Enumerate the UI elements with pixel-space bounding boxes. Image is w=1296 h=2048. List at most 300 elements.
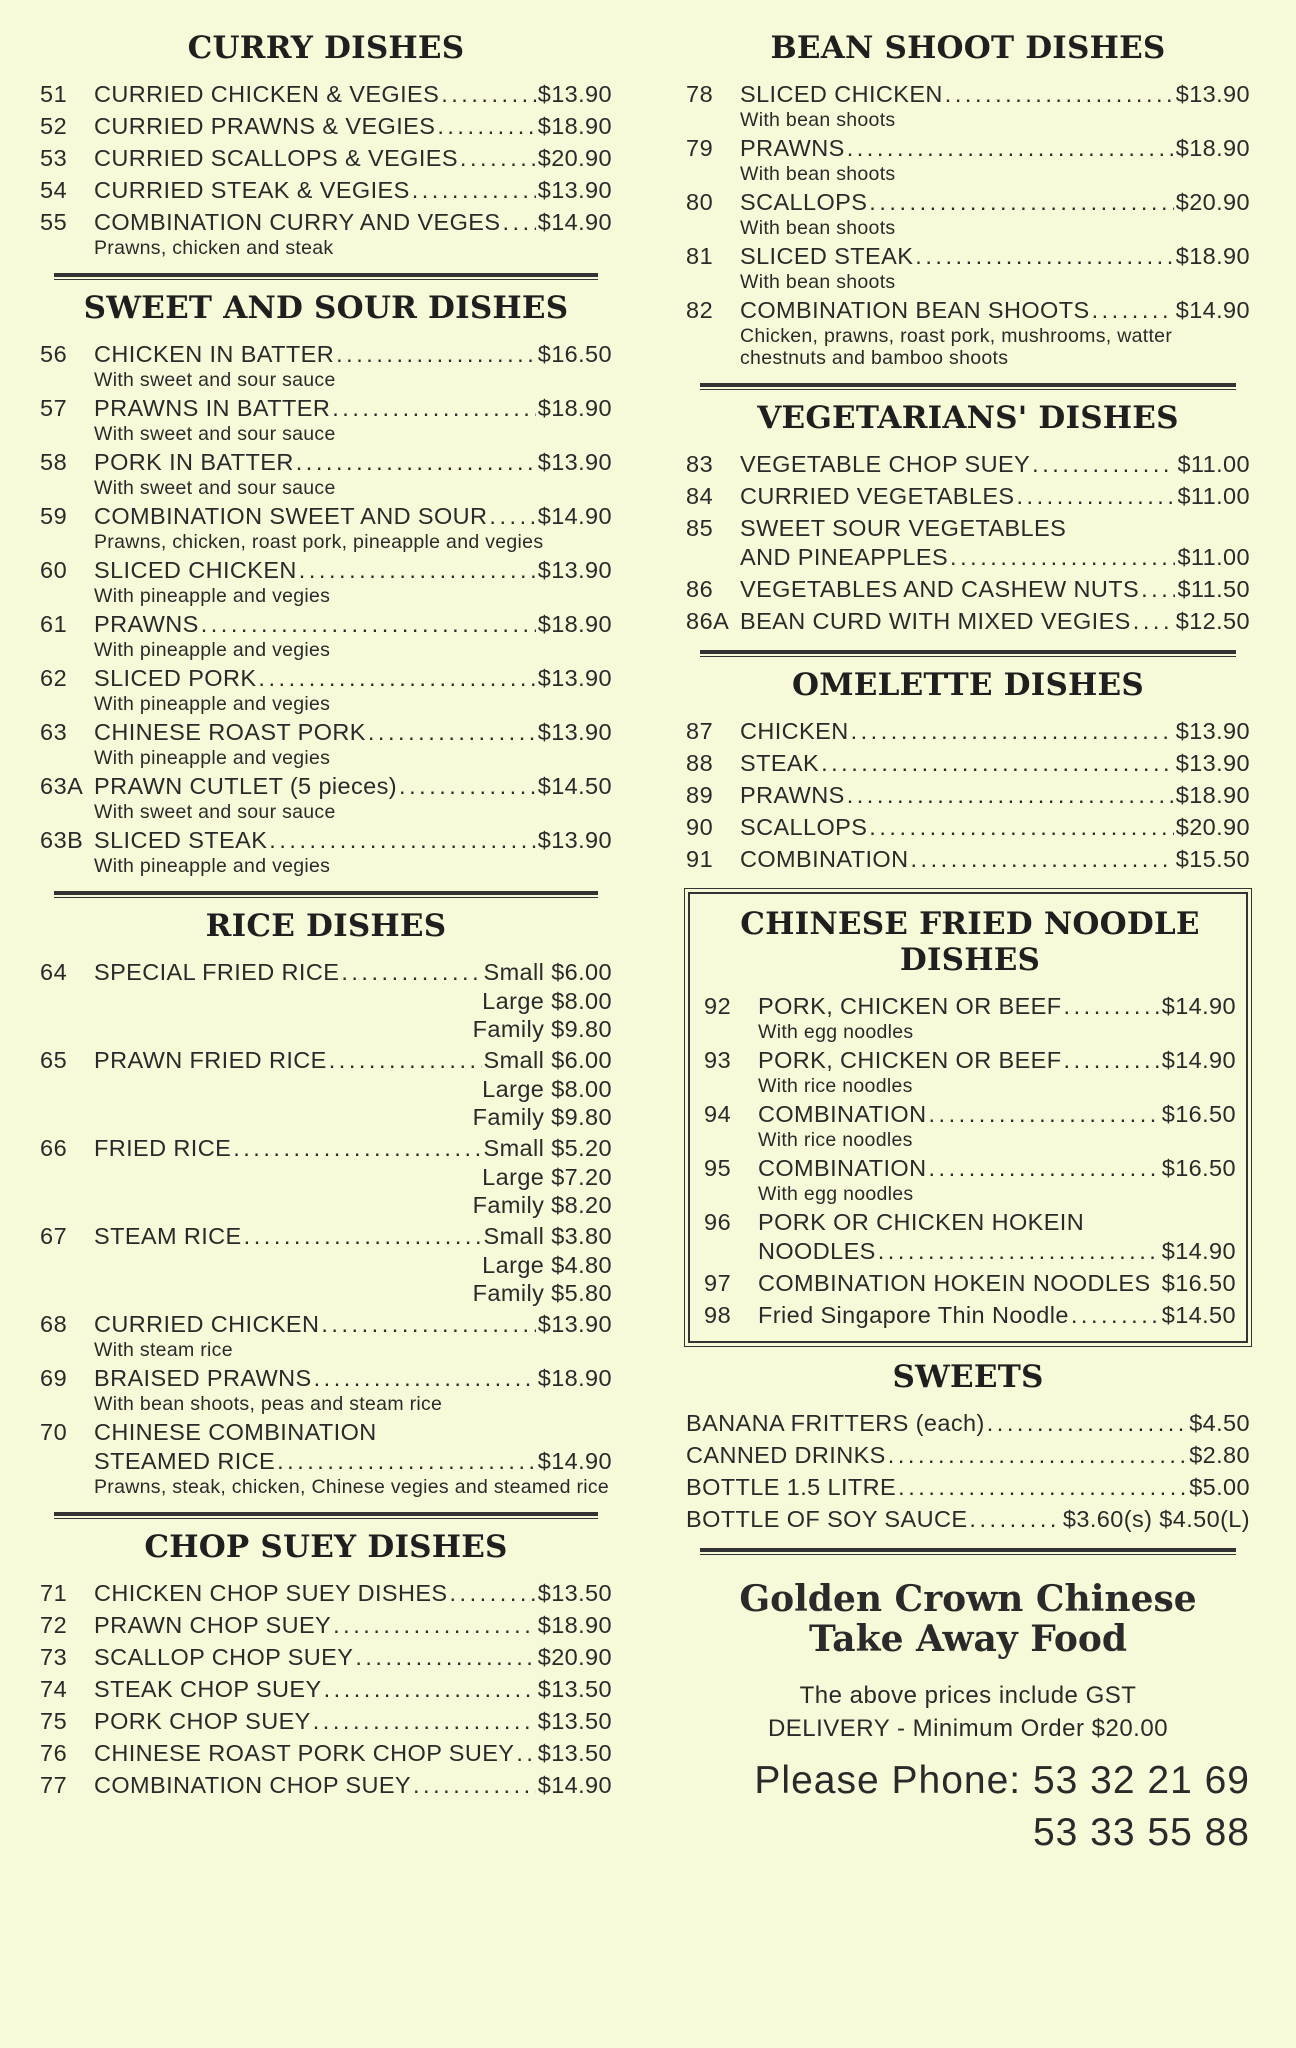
item-price: $18.90: [537, 1612, 612, 1638]
menu-item: [686, 717, 1250, 746]
divider: [700, 1548, 1236, 1555]
leader-dots: [878, 1237, 1160, 1266]
delivery-note: DELIVERY - Minimum Order $20.00: [767, 1715, 1169, 1742]
item-number: 66: [40, 1135, 68, 1161]
item-row: [40, 1222, 612, 1251]
leader-dots: [1032, 450, 1175, 479]
item-description: With sweet and sour sauce: [94, 801, 336, 823]
item-price: $18.90: [537, 611, 612, 637]
item-price: $18.90: [1175, 243, 1250, 269]
leader-dots: [847, 134, 1174, 163]
item-row: [40, 1643, 612, 1672]
item-number: 76: [40, 1740, 68, 1766]
leader-dots: [296, 448, 536, 477]
item-row: [704, 1154, 1236, 1183]
menu-section: [40, 30, 612, 259]
section-title: BEAN SHOOT DISHES: [770, 30, 1166, 66]
menu-section: [686, 30, 1250, 369]
menu-item: [40, 1364, 612, 1415]
item-name: CANNED DRINKS: [686, 1442, 886, 1468]
leader-dots: [945, 80, 1174, 109]
menu-item: [40, 80, 612, 109]
item-row: [686, 749, 1250, 778]
leader-dots: [869, 813, 1173, 842]
item-number: 60: [40, 557, 68, 583]
menu-item: [686, 1473, 1250, 1502]
menu-item: [686, 1441, 1250, 1470]
item-name: CURRIED PRAWNS & VEGIES: [94, 113, 436, 139]
item-number: 88: [686, 750, 714, 776]
item-number: 81: [686, 243, 714, 269]
leader-dots: [332, 394, 536, 423]
menu-item: [40, 144, 612, 173]
item-price: $13.90: [537, 449, 612, 475]
item-row-continued: [758, 1237, 1236, 1266]
phone-line-2: [686, 1807, 1250, 1859]
menu-item: [686, 1505, 1250, 1534]
item-name: COMBINATION SWEET AND SOUR: [94, 503, 488, 529]
item-name: CURRIED VEGETABLES: [740, 483, 1015, 509]
leader-dots: [969, 1505, 1061, 1534]
item-name: COMBINATION CHOP SUEY: [94, 1772, 411, 1798]
leader-dots: [1064, 992, 1160, 1021]
menu-item: [686, 575, 1250, 604]
divider: [54, 891, 598, 898]
item-price: $13.90: [1175, 750, 1250, 776]
item-price: $20.90: [1175, 814, 1250, 840]
item-price: $18.90: [1175, 782, 1250, 808]
section-title: RICE DISHES: [205, 908, 447, 944]
item-number: 86A: [686, 608, 730, 634]
leader-dots: [502, 208, 535, 237]
menu-item: [686, 1409, 1250, 1438]
item-row: [40, 1739, 612, 1768]
item-name: BOTTLE 1.5 LITRE: [686, 1474, 897, 1500]
menu-section: [686, 400, 1250, 636]
item-row-continued: [740, 543, 1250, 572]
item-name: BANANA FRITTERS (each): [686, 1410, 985, 1436]
item-name: CHINESE ROAST PORK CHOP SUEY: [94, 1740, 515, 1766]
divider: [54, 1512, 598, 1519]
phone-number-2[interactable]: 53 33 55 88: [1032, 1811, 1250, 1854]
item-number: 78: [686, 81, 714, 107]
leader-dots: [399, 772, 536, 801]
item-price: $14.90: [1161, 993, 1236, 1019]
section-title: OMELETTE DISHES: [792, 667, 1144, 703]
item-row: [704, 1301, 1236, 1330]
leader-dots: [258, 664, 535, 693]
item-number: 61: [40, 611, 68, 637]
item-row: [686, 482, 1250, 511]
leader-dots: [851, 717, 1174, 746]
item-price: $13.90: [537, 557, 612, 583]
item-row: [686, 134, 1250, 163]
item-number: 73: [40, 1644, 68, 1670]
menu-item: [686, 242, 1250, 293]
item-price: $5.00: [1189, 1474, 1250, 1500]
item-name: FRIED RICE: [94, 1135, 232, 1161]
item-number: 98: [704, 1302, 732, 1328]
item-name: PRAWN FRIED RICE: [94, 1047, 327, 1073]
menu-item: [40, 664, 612, 715]
item-name: SCALLOPS: [740, 814, 868, 840]
item-price: $3.60(s) $4.50(L): [1062, 1506, 1250, 1532]
item-description: Chicken, prawns, roast pork, mushrooms, watter chestnuts and bamboo shoots: [740, 325, 1173, 369]
item-row: [40, 394, 612, 423]
phone-number-1[interactable]: 53 32 21 69: [1032, 1759, 1250, 1802]
item-description: With bean shoots, peas and steam rice: [94, 1393, 443, 1415]
item-name: CHINESE ROAST PORK: [94, 719, 366, 745]
item-name: SLICED STEAK: [94, 827, 268, 853]
item-row: [40, 718, 612, 747]
item-description: With egg noodles: [758, 1183, 914, 1205]
item-row: [40, 958, 612, 987]
item-row-continued: [94, 1447, 612, 1476]
item-name: VEGETABLES AND CASHEW NUTS: [740, 576, 1140, 602]
item-price: $13.90: [537, 665, 612, 691]
item-description: Prawns, chicken and steak: [94, 237, 334, 259]
item-name: BEAN CURD WITH MIXED VEGIES: [740, 608, 1131, 634]
item-number: 95: [704, 1155, 732, 1181]
item-description: With bean shoots: [740, 217, 896, 239]
item-row: [686, 607, 1250, 636]
item-row: [686, 813, 1250, 842]
item-row: [40, 1364, 612, 1393]
section-title: CHOP SUEY DISHES: [144, 1529, 508, 1565]
menu-section: [686, 667, 1250, 874]
item-price: $14.90: [1175, 297, 1250, 323]
item-price: $18.90: [537, 113, 612, 139]
item-name: PORK, CHICKEN OR BEEF: [758, 1047, 1062, 1073]
section-title: SWEETS: [892, 1359, 1044, 1395]
leader-dots: [1064, 1046, 1160, 1075]
menu-item: [40, 1643, 612, 1672]
item-row: [704, 1208, 1236, 1237]
menu-item: [686, 845, 1250, 874]
menu-item: [40, 826, 612, 877]
item-name: PORK IN BATTER: [94, 449, 294, 475]
item-name: SLICED STEAK: [740, 243, 914, 269]
menu-item: [40, 1134, 612, 1219]
item-row: [40, 664, 612, 693]
item-number: 96: [704, 1209, 732, 1235]
item-price: $13.90: [537, 1311, 612, 1337]
item-row: [40, 1310, 612, 1339]
leader-dots: [413, 1771, 536, 1800]
item-row: [40, 1418, 612, 1447]
item-row: [40, 1579, 612, 1608]
leader-dots: [869, 188, 1173, 217]
item-row: [686, 1441, 1250, 1470]
leader-dots: [321, 1310, 535, 1339]
item-number: 53: [40, 145, 68, 171]
item-name: COMBINATION HOKEIN NOODLES: [758, 1270, 1151, 1296]
item-name: CURRIED CHICKEN & VEGIES: [94, 81, 440, 107]
menu-item: [40, 1222, 612, 1307]
item-name: CHINESE COMBINATION: [94, 1419, 377, 1445]
menu-item: [40, 502, 612, 553]
item-price: $14.50: [537, 773, 612, 799]
item-name: CHICKEN IN BATTER: [94, 341, 335, 367]
item-description: Prawns, chicken, roast pork, pineapple and vegies: [94, 531, 544, 553]
item-row: [40, 826, 612, 855]
item-number: 62: [40, 665, 68, 691]
menu-item: [40, 394, 612, 445]
menu-item: [40, 340, 612, 391]
menu-item: [40, 610, 612, 661]
divider: [700, 383, 1236, 390]
leader-dots: [1016, 482, 1175, 511]
item-description: With pineapple and vegies: [94, 747, 331, 769]
item-price: $20.90: [537, 145, 612, 171]
menu-item: [40, 556, 612, 607]
leader-dots: [516, 1739, 535, 1768]
item-number: 68: [40, 1311, 68, 1337]
item-number: 80: [686, 189, 714, 215]
item-price: $13.50: [537, 1676, 612, 1702]
item-row: [40, 556, 612, 585]
item-price: $11.00: [1177, 544, 1250, 570]
menu-item: [40, 1046, 612, 1131]
item-name: CURRIED CHICKEN: [94, 1311, 320, 1337]
menu-section: [704, 906, 1236, 1330]
menu-item: [686, 749, 1250, 778]
leader-dots: [987, 1409, 1187, 1438]
item-price: $16.50: [537, 341, 612, 367]
leader-dots: [910, 845, 1173, 874]
item-row: [40, 80, 612, 109]
menu-item: [686, 607, 1250, 636]
item-row: [686, 575, 1250, 604]
item-price: $14.50: [1161, 1302, 1236, 1328]
item-number: 92: [704, 993, 732, 1019]
item-size-price: Large $4.80: [482, 1252, 612, 1278]
item-description: With egg noodles: [758, 1021, 914, 1043]
item-description: With pineapple and vegies: [94, 585, 331, 607]
menu-item: [40, 208, 612, 259]
section-title: SWEET AND SOUR DISHES: [83, 290, 569, 326]
item-row: [686, 1473, 1250, 1502]
item-size-price: Large $8.00: [482, 1076, 612, 1102]
item-row: [40, 610, 612, 639]
item-number: 67: [40, 1223, 68, 1249]
item-name: SLICED CHICKEN: [94, 557, 297, 583]
item-price: $13.50: [537, 1740, 612, 1766]
menu-item: [40, 1707, 612, 1736]
item-number: 56: [40, 341, 68, 367]
item-price: $13.50: [537, 1708, 612, 1734]
item-name: PRAWNS: [94, 611, 199, 637]
item-row: [40, 772, 612, 801]
leader-dots: [324, 1675, 536, 1704]
item-price: $15.50: [1175, 846, 1250, 872]
item-description: With pineapple and vegies: [94, 639, 331, 661]
item-number: 75: [40, 1708, 68, 1734]
leader-dots: [336, 340, 536, 369]
menu-item: [704, 1301, 1236, 1330]
item-row: [40, 448, 612, 477]
leader-dots: [412, 176, 536, 205]
leader-dots: [898, 1473, 1187, 1502]
section-title: CHINESE FRIED NOODLE DISHES: [740, 906, 1200, 978]
menu-item: [686, 450, 1250, 479]
menu-item: [40, 112, 612, 141]
item-name: PORK, CHICKEN OR BEEF: [758, 993, 1062, 1019]
noodle-dishes-box: [688, 892, 1248, 1343]
menu-item: [686, 296, 1250, 369]
item-price: $16.50: [1161, 1270, 1236, 1296]
item-price: $18.90: [1175, 135, 1250, 161]
item-price: $14.90: [537, 1772, 612, 1798]
item-name: STEAM RICE: [94, 1223, 242, 1249]
item-number: 94: [704, 1101, 732, 1127]
leader-dots: [341, 958, 481, 987]
item-description: With pineapple and vegies: [94, 855, 331, 877]
item-name: PRAWN CUTLET (5 pieces): [94, 773, 398, 799]
item-number: 87: [686, 718, 714, 744]
item-name: COMBINATION: [758, 1155, 927, 1181]
item-number: 89: [686, 782, 714, 808]
leader-dots: [437, 112, 535, 141]
item-price: $13.90: [537, 719, 612, 745]
item-price: Small $6.00: [483, 959, 612, 985]
item-number: 71: [40, 1580, 68, 1606]
item-size-price: Family $8.20: [472, 1192, 612, 1218]
item-description: With bean shoots: [740, 271, 896, 293]
item-row: [40, 112, 612, 141]
item-row: [40, 1611, 612, 1640]
menu-item: [40, 1739, 612, 1768]
item-price: $20.90: [1175, 189, 1250, 215]
item-row: [686, 188, 1250, 217]
item-name: CURRIED STEAK & VEGIES: [94, 177, 410, 203]
menu-item: [40, 1418, 612, 1498]
leader-dots: [201, 610, 536, 639]
leader-dots: [313, 1707, 536, 1736]
leader-dots: [314, 1364, 536, 1393]
item-description: With rice noodles: [758, 1075, 913, 1097]
item-price: $11.00: [1177, 451, 1250, 477]
item-row: [704, 1269, 1236, 1298]
leader-dots: [950, 543, 1175, 572]
menu-item: [40, 1771, 612, 1800]
item-description: Prawns, steak, chicken, Chinese vegies and steamed rice: [94, 1476, 610, 1498]
item-row: [40, 1675, 612, 1704]
item-price: Small $5.20: [483, 1135, 612, 1161]
item-number: 97: [704, 1270, 732, 1296]
item-description: With sweet and sour sauce: [94, 477, 336, 499]
item-size-price: Family $5.80: [472, 1280, 612, 1306]
item-name: PRAWNS IN BATTER: [94, 395, 331, 421]
item-row: [40, 176, 612, 205]
menu-item: [40, 718, 612, 769]
menu-item: [686, 781, 1250, 810]
item-price: $18.90: [537, 1365, 612, 1391]
restaurant-name-line2: Take Away Food: [808, 1618, 1128, 1660]
item-row: [704, 992, 1236, 1021]
item-name: PRAWN CHOP SUEY: [94, 1612, 332, 1638]
item-price: $20.90: [537, 1644, 612, 1670]
item-name: SLICED PORK: [94, 665, 257, 691]
item-number: 74: [40, 1676, 68, 1702]
item-number: 57: [40, 395, 68, 421]
phone-label: Please Phone:: [754, 1759, 1022, 1802]
item-row: [686, 781, 1250, 810]
leader-dots: [269, 826, 535, 855]
sweets-section: [686, 1359, 1250, 1534]
item-price: $14.90: [537, 503, 612, 529]
item-description: With bean shoots: [740, 163, 896, 185]
item-row: [40, 1134, 612, 1163]
menu-item: [40, 176, 612, 205]
item-number: 84: [686, 483, 714, 509]
leader-dots: [888, 1441, 1187, 1470]
item-name: SWEET SOUR VEGETABLES: [740, 515, 1067, 541]
item-name: SCALLOPS: [740, 189, 868, 215]
item-number: 54: [40, 177, 68, 203]
divider: [54, 273, 598, 280]
item-description: With sweet and sour sauce: [94, 369, 336, 391]
item-price: $13.90: [537, 81, 612, 107]
item-name-continued: STEAMED RICE: [94, 1448, 276, 1474]
item-price: $13.50: [537, 1580, 612, 1606]
menu-item: [686, 813, 1250, 842]
item-row: [40, 1046, 612, 1075]
item-name: BOTTLE OF SOY SAUCE: [686, 1506, 968, 1532]
item-row: [40, 144, 612, 173]
item-row: [40, 1771, 612, 1800]
item-number: 82: [686, 297, 714, 323]
item-price: $11.00: [1177, 483, 1250, 509]
item-number: 79: [686, 135, 714, 161]
item-price: $14.90: [537, 209, 612, 235]
leader-dots: [847, 781, 1174, 810]
item-row: [686, 296, 1250, 325]
menu-item: [704, 1046, 1236, 1097]
gst-note: The above prices include GST: [799, 1682, 1137, 1709]
leader-dots: [277, 1447, 536, 1476]
item-row: [686, 514, 1250, 543]
leader-dots: [460, 144, 536, 173]
item-description: With sweet and sour sauce: [94, 423, 336, 445]
leader-dots: [355, 1643, 535, 1672]
menu-item: [686, 80, 1250, 131]
item-name: PRAWNS: [740, 135, 845, 161]
item-number: 64: [40, 959, 68, 985]
item-number: 55: [40, 209, 68, 235]
leader-dots: [329, 1046, 482, 1075]
item-number: 58: [40, 449, 68, 475]
item-number: 70: [40, 1419, 68, 1445]
menu-item: [704, 1269, 1236, 1298]
item-price: $13.90: [1175, 718, 1250, 744]
item-size-price: Family $9.80: [472, 1016, 612, 1042]
item-size-price: Large $8.00: [482, 988, 612, 1014]
item-row: [686, 717, 1250, 746]
leader-dots: [449, 1579, 535, 1608]
item-price: Small $3.80: [483, 1223, 612, 1249]
item-name: CURRIED SCALLOPS & VEGIES: [94, 145, 458, 171]
item-number: 63B: [40, 827, 84, 853]
leader-dots: [821, 749, 1174, 778]
item-number: 93: [704, 1047, 732, 1073]
item-price: $14.90: [537, 1448, 612, 1474]
item-row: [40, 1707, 612, 1736]
item-number: 63: [40, 719, 68, 745]
menu-section: [40, 290, 612, 877]
item-name: BRAISED PRAWNS: [94, 1365, 312, 1391]
menu-item: [40, 958, 612, 1043]
